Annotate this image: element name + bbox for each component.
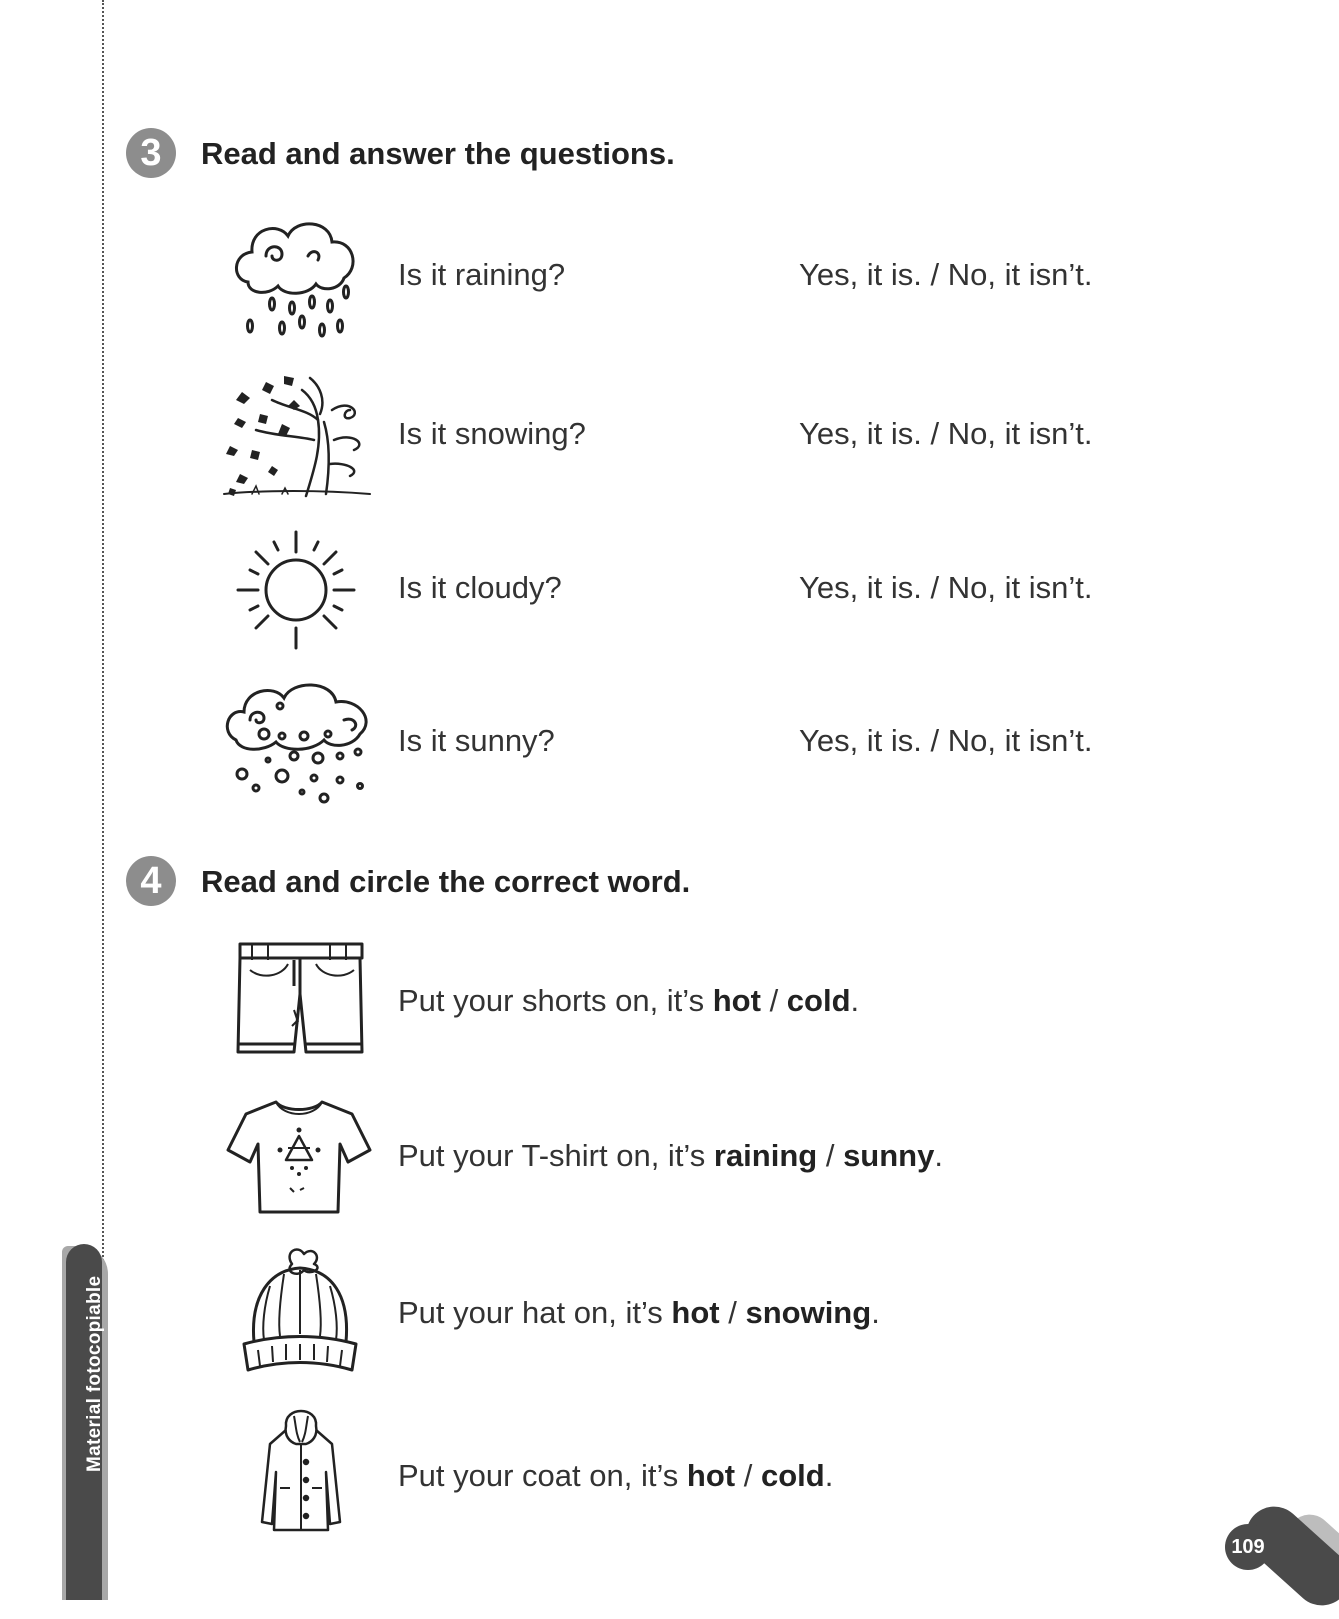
windy-tree-icon	[222, 370, 372, 504]
question-2: Is it snowing?	[398, 416, 586, 451]
answer-options-4: Yes, it is. / No, it isn’t.	[799, 723, 1093, 758]
question-1: Is it raining?	[398, 257, 566, 292]
exercise-3-title: Read and answer the questions.	[201, 136, 675, 171]
exercise-4-number: 4	[126, 856, 176, 906]
page-number: 109	[1225, 1524, 1271, 1570]
sun-icon	[236, 528, 358, 652]
t-shirt-icon	[224, 1094, 374, 1216]
answer-options-3: Yes, it is. / No, it isn’t.	[799, 570, 1093, 605]
sentence-4: Put your coat on, it’s hot / cold.	[398, 1458, 834, 1493]
side-tab-label: Material fotocopiable	[84, 1275, 105, 1472]
answer-options-1: Yes, it is. / No, it isn’t.	[799, 257, 1093, 292]
question-3: Is it cloudy?	[398, 570, 562, 605]
sentence-1: Put your shorts on, it’s hot / cold.	[398, 983, 860, 1018]
shorts-icon	[232, 940, 370, 1064]
option-snowing[interactable]: snowing	[745, 1295, 872, 1330]
sentence-2: Put your T-shirt on, it’s raining / sunny.	[398, 1138, 943, 1173]
exercise-3-number: 3	[126, 128, 176, 178]
question-4: Is it sunny?	[398, 723, 555, 758]
option-sunny[interactable]: sunny	[843, 1138, 935, 1173]
snow-cloud-icon	[220, 676, 380, 812]
hat-icon	[240, 1246, 360, 1378]
rain-cloud-icon	[226, 210, 366, 350]
sentence-3: Put your hat on, it’s hot / snowing.	[398, 1295, 880, 1330]
option-hot[interactable]: hot	[671, 1295, 720, 1330]
option-hot[interactable]: hot	[712, 983, 761, 1018]
option-cold[interactable]: cold	[760, 1458, 825, 1493]
option-cold[interactable]: cold	[786, 983, 851, 1018]
option-hot[interactable]: hot	[686, 1458, 736, 1493]
option-raining[interactable]: raining	[713, 1138, 818, 1173]
answer-options-2: Yes, it is. / No, it isn’t.	[799, 416, 1093, 451]
exercise-4-title: Read and circle the correct word.	[201, 864, 691, 899]
coat-icon	[256, 1402, 346, 1536]
